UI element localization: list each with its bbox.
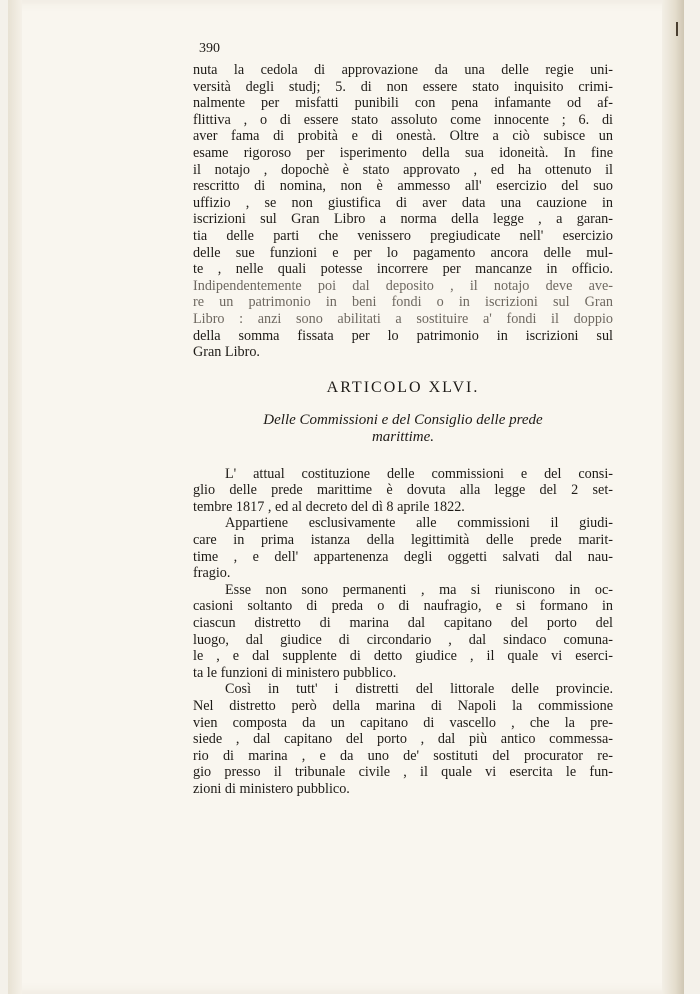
text-line: versità degli studj; 5. di non essere stato inquisito crimi- xyxy=(193,78,613,95)
text-line: zioni di ministero pubblico. xyxy=(193,780,350,797)
text-line: L' attual costituzione delle commissioni e del consi- xyxy=(225,465,613,482)
paragraph-3 xyxy=(193,582,613,682)
article-body xyxy=(193,466,613,798)
text-line: della somma fissata per lo patrimonio in iscrizioni sul xyxy=(193,327,613,344)
text-line: glio delle prede marittime è dovuta alla legge del 2 set- xyxy=(193,482,613,499)
paragraph-1 xyxy=(193,466,613,516)
paragraph-2 xyxy=(193,515,613,581)
text-line: Indipendentemente poi dal deposito , il notajo deve ave- xyxy=(193,277,613,294)
text-line: il notajo , dopochè è stato approvato , ed ha ottenuto il xyxy=(193,161,613,178)
text-line: delle sue funzioni e per lo pagamento ancora delle mul- xyxy=(193,244,613,261)
page-gutter-shadow xyxy=(8,0,22,994)
subtitle-line: marittime. xyxy=(371,428,435,445)
text-line: time , e dell' appartenenza degli oggetti salvati dal nau- xyxy=(193,548,613,565)
text-line: fragio. xyxy=(193,565,231,582)
text-line: aver fama di probità e di onestà. Oltre a ciò subisce un xyxy=(193,128,613,145)
paragraph-4 xyxy=(193,681,613,797)
text-line: rescritto di nomina, non è ammesso all' esercizio del suo xyxy=(193,178,613,195)
text-line: nuta la cedola di approvazione da una delle regie uni- xyxy=(193,62,613,78)
text-line: tembre 1817 , ed al decreto del dì 8 aprile 1822. xyxy=(193,498,465,515)
page-edge xyxy=(662,0,684,994)
subtitle-line: Delle Commissioni e del Consiglio delle prede xyxy=(263,411,543,428)
text-line: rio di marina , e da uno de' sostituti del procurator re- xyxy=(193,747,613,764)
page-number: 390 xyxy=(199,41,220,56)
text-line: Così in tutt' i distretti del littorale delle provincie. xyxy=(225,681,613,698)
text-line: vien composta da un capitano di vascello , che la pre- xyxy=(193,714,613,731)
text-line: Libro : anzi sono abilitati a sostituire a' fondi il doppio xyxy=(193,310,613,327)
text-line: casioni soltanto di preda o di naufragio, e si formano in xyxy=(193,598,613,615)
text-line: te , nelle quali potesse incorrere per mancanze in officio. xyxy=(193,261,613,278)
text-line: flittiva , o di essere stato assoluto come innocente ; 6. di xyxy=(193,111,613,128)
text-line: Nel distretto però della marina di Napoli la commissione xyxy=(193,698,613,714)
article-heading: ARTICOLO XLVI. xyxy=(326,378,480,396)
text-line: care in prima istanza della legittimità delle prede marit- xyxy=(193,532,613,549)
text-line: uffizio , se non giustifica di aver data una cauzione in xyxy=(193,194,613,211)
text-block xyxy=(193,44,613,798)
text-line: gio presso il tribunale civile , il quale vi esercita le fun- xyxy=(193,764,613,781)
text-line: luogo, dal giudice di circondario , dal sindaco comuna- xyxy=(193,631,613,648)
text-line: Esse non sono permanenti , ma si riuniscono in oc- xyxy=(225,581,613,598)
text-line: iscrizioni sul Gran Libro a norma della legge , a garan- xyxy=(193,211,613,228)
text-line: ciascun distretto di marina dal capitano del porto del xyxy=(193,615,613,632)
text-line: le , e dal supplente di detto giudice , il quale vi eserci- xyxy=(193,648,613,665)
edge-mark xyxy=(676,22,678,36)
text-line: nalmente per misfatti punibili con pena infamante od af- xyxy=(193,95,613,112)
text-line: esame rigoroso per isperimento della sua idoneità. In fine xyxy=(193,144,613,161)
text-line: tia delle parti che venissero pregiudicate nell' esercizio xyxy=(193,227,613,244)
text-line: Appartiene esclusivamente alle commissioni il giudi- xyxy=(225,515,613,532)
text-line: siede , dal capitano del porto , dal più antico commessa- xyxy=(193,731,613,748)
text-line: Gran Libro. xyxy=(193,344,260,361)
continuation-paragraph xyxy=(193,62,613,361)
text-line: re un patrimonio in beni fondi o in iscrizioni sul Gran xyxy=(193,294,613,311)
article-subtitle xyxy=(193,412,613,446)
text-line: ta le funzioni di ministero pubblico. xyxy=(193,664,397,681)
